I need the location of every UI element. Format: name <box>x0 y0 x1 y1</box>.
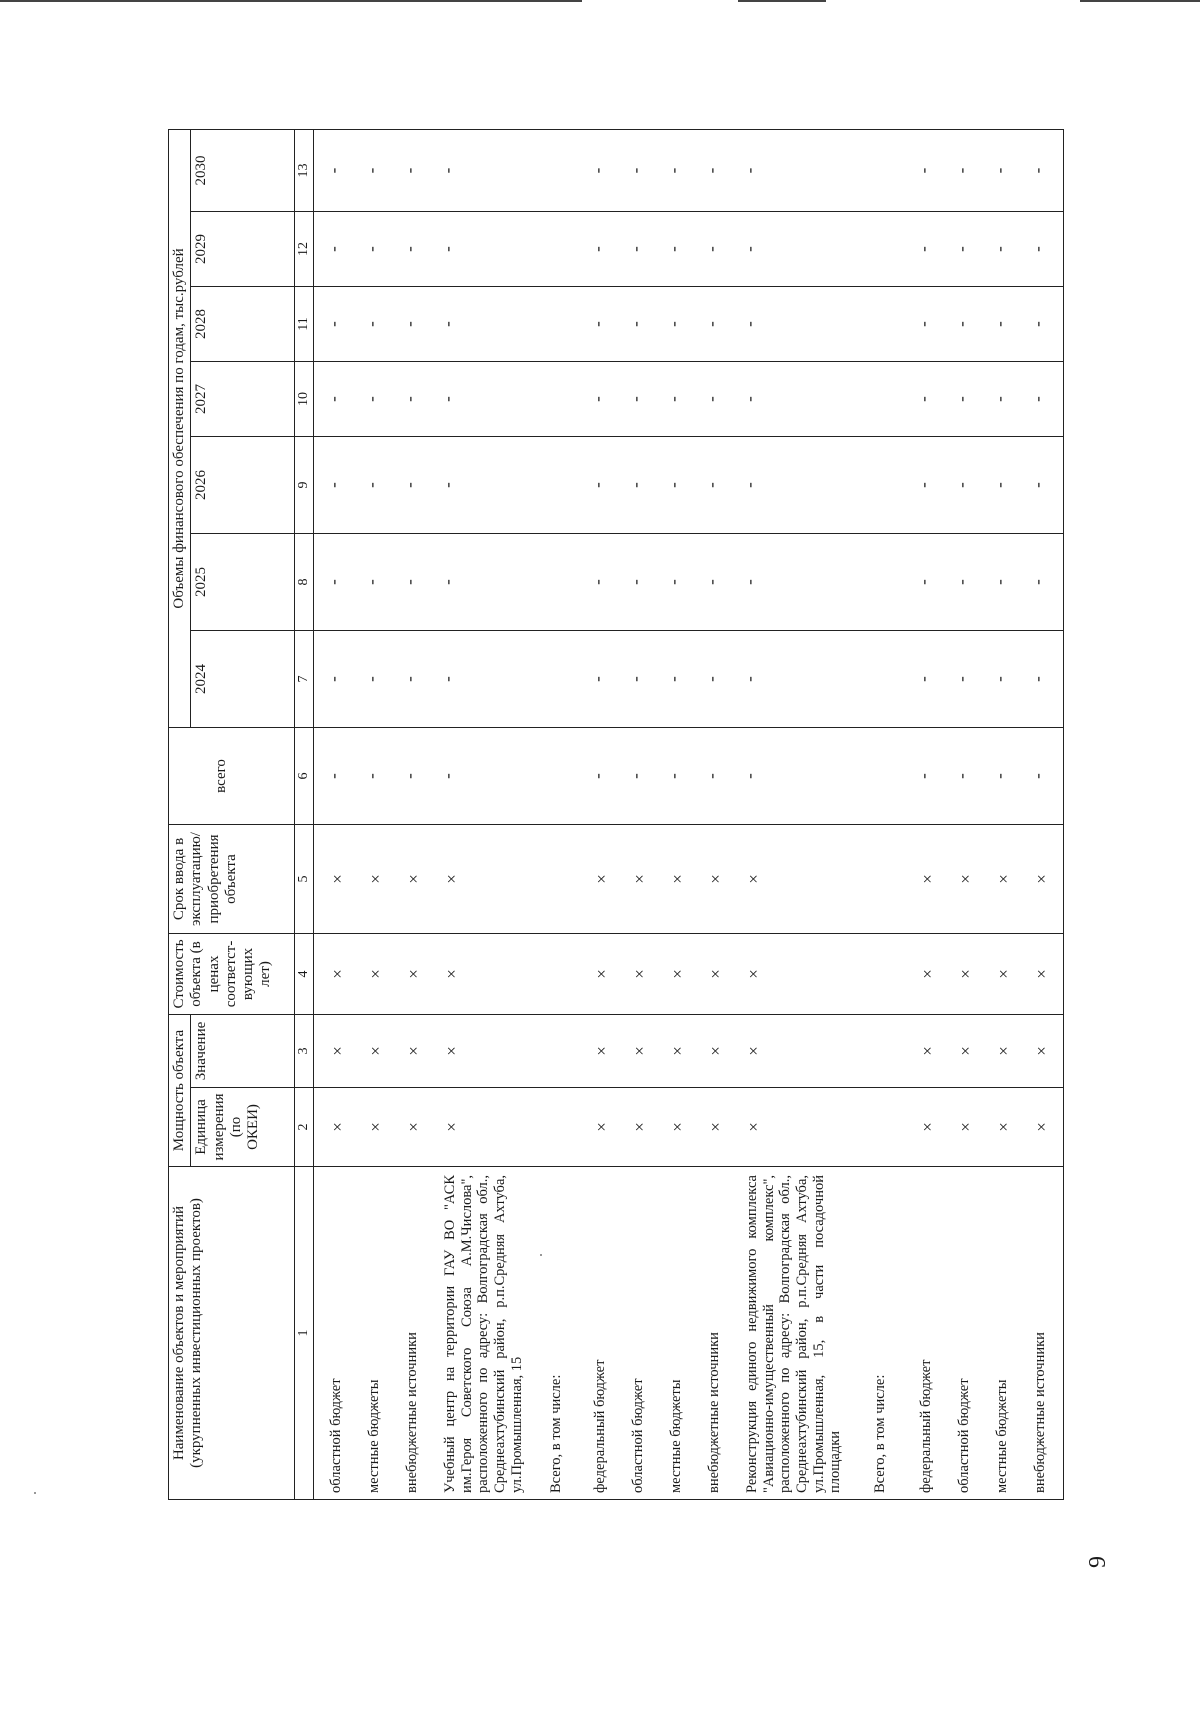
table-body <box>314 129 1064 1499</box>
cell-amount: - <box>980 533 1018 630</box>
cell-mark: × <box>352 1014 390 1087</box>
cell-amount: - <box>654 361 692 436</box>
cell-amount: - <box>942 211 980 286</box>
cell-mark <box>858 824 904 933</box>
cell-mark: × <box>390 933 428 1014</box>
cell-amount: - <box>1018 727 1064 824</box>
cell-amount: - <box>730 630 858 727</box>
cell-amount: - <box>904 129 942 211</box>
cell-mark: × <box>616 933 654 1014</box>
cell-mark: × <box>904 824 942 933</box>
table-row <box>692 129 730 1499</box>
column-number-row <box>295 129 314 1499</box>
table-row <box>858 129 904 1499</box>
cell-mark: × <box>692 1088 730 1167</box>
cell-amount: - <box>616 630 654 727</box>
cell-amount <box>534 211 578 286</box>
cell-mark: × <box>904 1088 942 1167</box>
cell-amount: - <box>692 129 730 211</box>
cell-mark: × <box>314 1014 352 1087</box>
column-number: 1 <box>295 1167 314 1500</box>
cell-amount <box>534 630 578 727</box>
cell-amount: - <box>692 533 730 630</box>
cell-amount <box>534 286 578 361</box>
cell-amount: - <box>654 129 692 211</box>
cell-mark: × <box>654 824 692 933</box>
cell-amount: - <box>578 286 616 361</box>
financing-table <box>168 129 1064 1500</box>
cell-amount <box>534 533 578 630</box>
cell-mark: × <box>904 933 942 1014</box>
cell-mark: × <box>1018 1014 1064 1087</box>
cell-mark: × <box>980 1088 1018 1167</box>
cell-amount: - <box>942 436 980 533</box>
cell-amount: - <box>352 533 390 630</box>
row-name: внебюджетные источники <box>692 1167 730 1500</box>
cell-amount: - <box>578 361 616 436</box>
cell-amount: - <box>730 286 858 361</box>
cell-amount: - <box>578 533 616 630</box>
table-row <box>942 129 980 1499</box>
cell-amount <box>858 286 904 361</box>
cell-amount: - <box>730 361 858 436</box>
cell-mark <box>534 1014 578 1087</box>
cell-amount: - <box>428 129 534 211</box>
cell-amount: - <box>654 436 692 533</box>
cell-mark: × <box>1018 1088 1064 1167</box>
cell-mark: × <box>616 824 654 933</box>
cell-mark: × <box>428 824 534 933</box>
cell-mark: × <box>616 1088 654 1167</box>
cell-mark: × <box>730 933 858 1014</box>
cell-amount <box>858 533 904 630</box>
cell-amount <box>858 727 904 824</box>
cell-mark: × <box>730 1014 858 1087</box>
cell-amount: - <box>904 533 942 630</box>
cell-amount: - <box>616 129 654 211</box>
header-year: 2027 <box>191 361 295 436</box>
column-number: 13 <box>295 129 314 211</box>
cell-amount: - <box>692 361 730 436</box>
header-capacity: Мощность объекта <box>169 1014 191 1166</box>
row-name: Учебный центр на территории ГАУ ВО "АСК им.Героя Советского Союза А.М.Числова", расположенного по адресу: Волгоградская обл., Среднеахтубинский район, р.п.Средняя Ахтуба, ул.Промышленная, 15 <box>428 1167 534 1500</box>
cell-amount: - <box>692 436 730 533</box>
cell-mark: × <box>390 824 428 933</box>
header-year: 2024 <box>191 630 295 727</box>
cell-amount <box>858 211 904 286</box>
cell-mark: × <box>942 1014 980 1087</box>
table-row <box>428 129 534 1499</box>
row-name: областной бюджет <box>314 1167 352 1500</box>
cell-amount: - <box>352 211 390 286</box>
cell-amount <box>858 129 904 211</box>
cell-amount: - <box>980 630 1018 727</box>
rotated-table-wrapper <box>168 130 1051 1500</box>
scan-top-rule <box>738 0 826 2</box>
cell-mark: × <box>390 1014 428 1087</box>
header-total: всего <box>169 727 295 824</box>
row-name: Всего, в том числе: <box>858 1167 904 1500</box>
header-year: 2028 <box>191 286 295 361</box>
cell-mark: × <box>654 933 692 1014</box>
header-unit: Единица измерения (по ОКЕИ) <box>191 1088 295 1167</box>
cell-amount: - <box>428 533 534 630</box>
cell-amount <box>534 436 578 533</box>
row-name: местные бюджеты <box>980 1167 1018 1500</box>
cell-mark: × <box>314 933 352 1014</box>
cell-amount: - <box>578 211 616 286</box>
cell-amount: - <box>1018 630 1064 727</box>
cell-amount: - <box>390 286 428 361</box>
cell-amount: - <box>1018 533 1064 630</box>
cell-amount: - <box>428 630 534 727</box>
cell-amount: - <box>1018 211 1064 286</box>
column-number: 11 <box>295 286 314 361</box>
cell-mark: × <box>654 1014 692 1087</box>
cell-mark: × <box>904 1014 942 1087</box>
cell-mark: × <box>352 824 390 933</box>
cell-mark: × <box>942 933 980 1014</box>
cell-amount: - <box>942 533 980 630</box>
cell-amount: - <box>654 630 692 727</box>
cell-amount: - <box>730 211 858 286</box>
cell-amount: - <box>390 361 428 436</box>
cell-amount: - <box>942 361 980 436</box>
cell-mark: × <box>428 1088 534 1167</box>
column-number: 3 <box>295 1014 314 1087</box>
row-name: внебюджетные источники <box>390 1167 428 1500</box>
cell-amount: - <box>654 211 692 286</box>
cell-amount: - <box>428 286 534 361</box>
cell-mark: × <box>578 933 616 1014</box>
cell-mark: × <box>942 824 980 933</box>
cell-amount: - <box>980 286 1018 361</box>
column-number: 2 <box>295 1088 314 1167</box>
cell-amount: - <box>942 630 980 727</box>
cell-mark: × <box>428 1014 534 1087</box>
table-row <box>534 129 578 1499</box>
cell-amount: - <box>390 436 428 533</box>
cell-mark: × <box>654 1088 692 1167</box>
cell-mark: × <box>942 1088 980 1167</box>
row-name: областной бюджет <box>942 1167 980 1500</box>
cell-mark <box>534 824 578 933</box>
column-number: 7 <box>295 630 314 727</box>
column-number: 6 <box>295 727 314 824</box>
cell-amount: - <box>390 129 428 211</box>
cell-amount: - <box>616 211 654 286</box>
cell-amount: - <box>942 286 980 361</box>
cell-mark <box>534 933 578 1014</box>
cell-amount: - <box>692 727 730 824</box>
cell-amount: - <box>904 361 942 436</box>
row-name: федеральный бюджет <box>904 1167 942 1500</box>
row-name: Реконструкция единого недвижимого комплекса "Авиационно-имущественный комплекс", расположенного по адресу: Волгоградская обл., Среднеахтубинский район, р.п.Средняя Ахтуба, ул.Промышленная, 15, в части посадочной площадки <box>730 1167 858 1500</box>
cell-amount: - <box>390 533 428 630</box>
cell-amount: - <box>578 436 616 533</box>
cell-amount <box>858 436 904 533</box>
cell-mark: × <box>428 933 534 1014</box>
page-number: 9 <box>1085 1556 1111 1568</box>
row-name: областной бюджет <box>616 1167 654 1500</box>
cell-amount: - <box>352 361 390 436</box>
cell-amount: - <box>654 727 692 824</box>
cell-amount: - <box>942 727 980 824</box>
cell-amount: - <box>980 211 1018 286</box>
cell-mark: × <box>1018 824 1064 933</box>
cell-amount: - <box>390 211 428 286</box>
cell-amount: - <box>616 361 654 436</box>
cell-amount <box>534 129 578 211</box>
table-row <box>1018 129 1064 1499</box>
cell-mark: × <box>980 1014 1018 1087</box>
cell-mark: × <box>314 824 352 933</box>
cell-amount: - <box>730 129 858 211</box>
table-row <box>616 129 654 1499</box>
scan-top-rule <box>1080 0 1200 2</box>
cell-mark <box>858 933 904 1014</box>
cell-amount: - <box>980 436 1018 533</box>
header-value: Значение <box>191 1014 295 1087</box>
scan-top-rule <box>0 0 582 2</box>
cell-amount: - <box>352 727 390 824</box>
cell-amount: - <box>904 727 942 824</box>
column-number: 12 <box>295 211 314 286</box>
cell-mark <box>858 1014 904 1087</box>
cell-mark: × <box>1018 933 1064 1014</box>
cell-amount: - <box>654 533 692 630</box>
cell-amount: - <box>1018 129 1064 211</box>
cell-amount: - <box>578 630 616 727</box>
cell-mark: × <box>352 933 390 1014</box>
cell-amount: - <box>616 533 654 630</box>
cell-amount <box>858 630 904 727</box>
cell-mark: × <box>692 1014 730 1087</box>
cell-amount: - <box>314 533 352 630</box>
cell-amount: - <box>980 361 1018 436</box>
cell-amount: - <box>616 286 654 361</box>
row-name: местные бюджеты <box>352 1167 390 1500</box>
column-number: 4 <box>295 933 314 1014</box>
header-year: 2026 <box>191 436 295 533</box>
cell-amount: - <box>980 727 1018 824</box>
cell-amount: - <box>352 630 390 727</box>
table-row <box>352 129 390 1499</box>
header-deadline: Срок ввода в эксплуатацию/ приобретения объекта <box>169 824 295 933</box>
cell-mark: × <box>730 824 858 933</box>
header-cost: Стоимость объекта (в ценах соответст-вующих лет) <box>169 933 295 1014</box>
table-row <box>314 129 352 1499</box>
table-row <box>578 129 616 1499</box>
cell-amount: - <box>390 727 428 824</box>
cell-mark: × <box>390 1088 428 1167</box>
table-row <box>730 129 858 1499</box>
cell-amount: - <box>578 727 616 824</box>
cell-amount <box>858 361 904 436</box>
cell-amount: - <box>904 286 942 361</box>
column-number: 10 <box>295 361 314 436</box>
table-row <box>390 129 428 1499</box>
header-year: 2029 <box>191 211 295 286</box>
cell-amount: - <box>314 436 352 533</box>
cell-mark: × <box>578 1014 616 1087</box>
cell-amount: - <box>904 436 942 533</box>
cell-amount: - <box>314 129 352 211</box>
cell-amount <box>534 361 578 436</box>
cell-amount: - <box>1018 436 1064 533</box>
cell-amount: - <box>352 129 390 211</box>
table-row <box>904 129 942 1499</box>
cell-amount: - <box>692 630 730 727</box>
cell-mark: × <box>578 824 616 933</box>
cell-mark <box>858 1088 904 1167</box>
row-name: федеральный бюджет <box>578 1167 616 1500</box>
cell-amount: - <box>428 436 534 533</box>
cell-amount <box>534 727 578 824</box>
cell-mark: × <box>616 1014 654 1087</box>
row-name: местные бюджеты <box>654 1167 692 1500</box>
column-number: 8 <box>295 533 314 630</box>
cell-amount: - <box>616 727 654 824</box>
cell-amount: - <box>904 211 942 286</box>
cell-mark: × <box>352 1088 390 1167</box>
cell-amount: - <box>730 727 858 824</box>
table-row <box>654 129 692 1499</box>
cell-amount: - <box>352 286 390 361</box>
cell-amount: - <box>314 361 352 436</box>
cell-amount: - <box>942 129 980 211</box>
scan-speck <box>34 1492 36 1494</box>
cell-amount: - <box>428 727 534 824</box>
cell-amount: - <box>428 211 534 286</box>
cell-mark: × <box>980 824 1018 933</box>
cell-mark: × <box>730 1088 858 1167</box>
cell-amount: - <box>352 436 390 533</box>
cell-amount: - <box>314 727 352 824</box>
column-number: 5 <box>295 824 314 933</box>
cell-mark: × <box>692 933 730 1014</box>
cell-amount: - <box>390 630 428 727</box>
cell-amount: - <box>314 211 352 286</box>
cell-amount: - <box>904 630 942 727</box>
cell-amount: - <box>578 129 616 211</box>
cell-amount: - <box>1018 286 1064 361</box>
cell-mark: × <box>314 1088 352 1167</box>
cell-amount: - <box>692 286 730 361</box>
cell-amount: - <box>730 533 858 630</box>
header-year: 2025 <box>191 533 295 630</box>
cell-amount: - <box>1018 361 1064 436</box>
header-funding: Объемы финансового обеспечения по годам, тыс.рублей <box>169 129 191 727</box>
cell-mark: × <box>578 1088 616 1167</box>
header-name: Наименование объектов и мероприятий (укрупненных инвестиционных проектов) <box>169 1167 295 1500</box>
cell-amount: - <box>314 630 352 727</box>
cell-amount: - <box>730 436 858 533</box>
cell-mark: × <box>980 933 1018 1014</box>
row-name: внебюджетные источники <box>1018 1167 1064 1500</box>
cell-amount: - <box>428 361 534 436</box>
cell-amount: - <box>980 129 1018 211</box>
cell-mark <box>534 1088 578 1167</box>
row-name: Всего, в том числе: <box>534 1167 578 1500</box>
cell-amount: - <box>692 211 730 286</box>
cell-amount: - <box>616 436 654 533</box>
column-number: 9 <box>295 436 314 533</box>
header-year: 2030 <box>191 129 295 211</box>
table-row <box>980 129 1018 1499</box>
cell-amount: - <box>314 286 352 361</box>
cell-mark: × <box>692 824 730 933</box>
cell-amount: - <box>654 286 692 361</box>
